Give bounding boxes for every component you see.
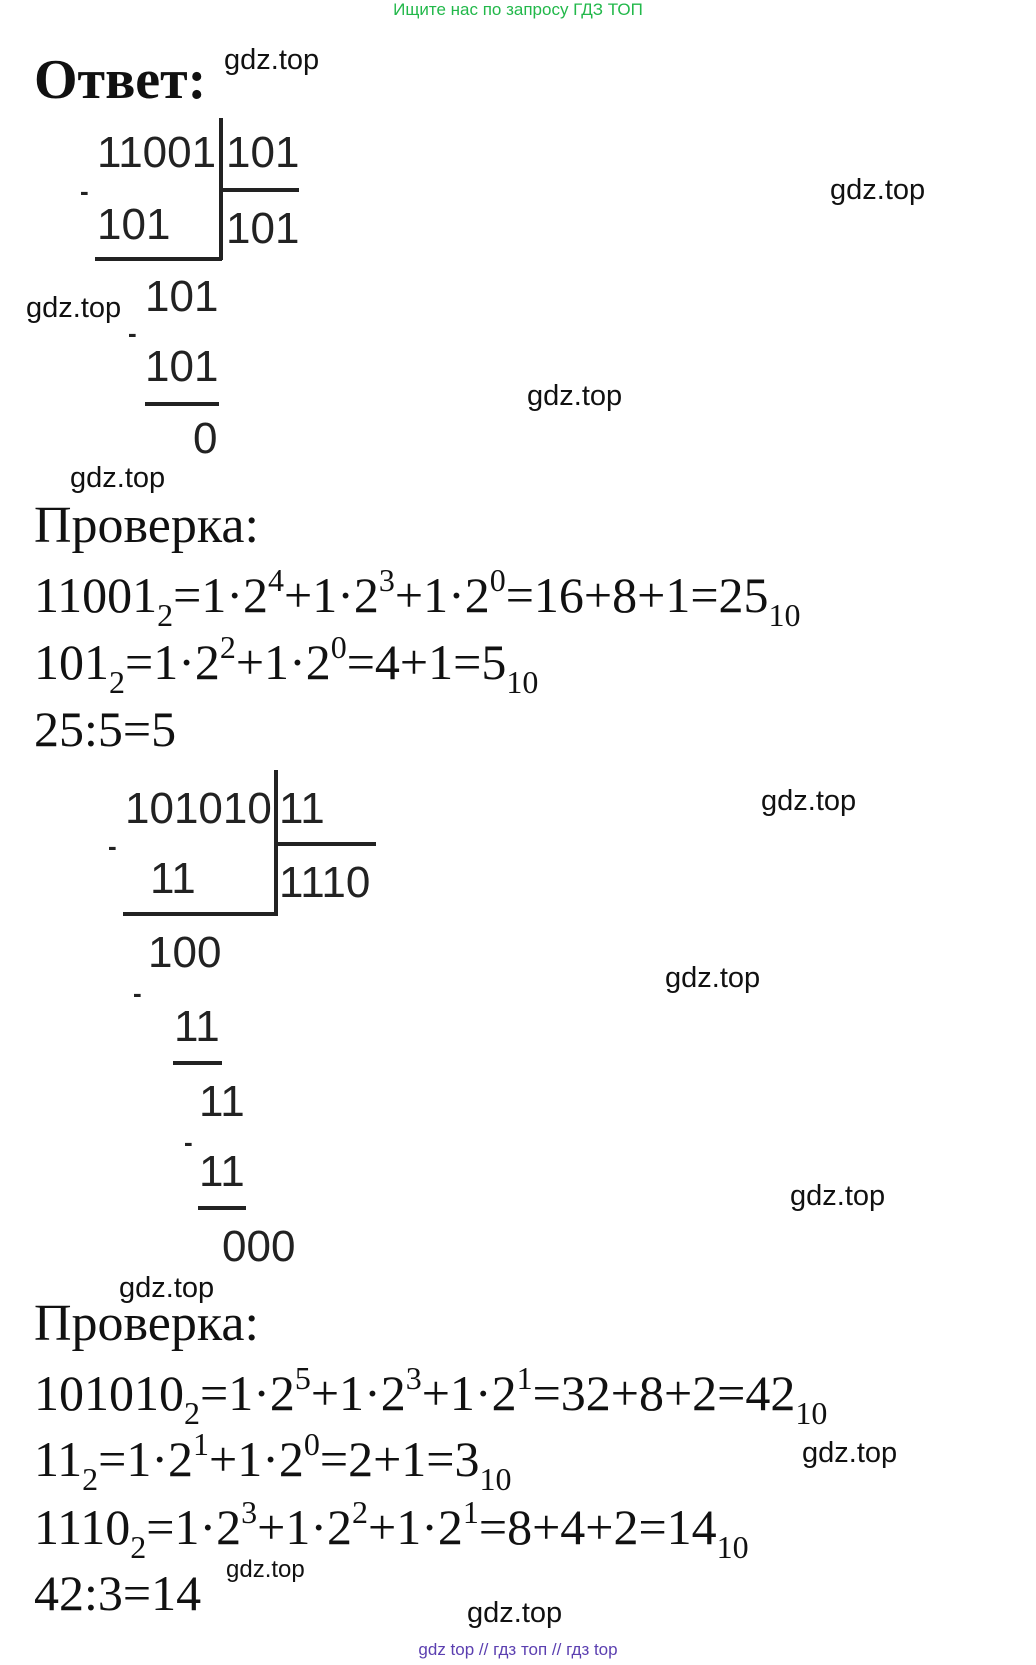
subtrahend: 11 — [150, 854, 196, 903]
watermark: gdz.top — [761, 785, 857, 817]
minus-sign: - — [80, 176, 89, 206]
divisor-underline — [276, 842, 376, 846]
watermark: gdz.top — [70, 462, 166, 494]
watermark: gdz.top — [26, 292, 122, 324]
watermark: gdz.top — [226, 1556, 305, 1583]
watermark: gdz.top — [527, 380, 623, 412]
subtrahend: 11 — [174, 1002, 220, 1051]
check-equation-2: $101_2=1\cdot 2^2+1\cdot 2^0=4+1=5_{10}$ — [34, 629, 539, 700]
watermark: gdz.top — [224, 44, 320, 76]
check-equation-1: $11001_2=1\cdot 2^4+1\cdot 2^3+1\cdot 2^0=16+8+1=25_{10}$ — [34, 562, 801, 633]
divisor-underline — [221, 188, 299, 192]
check-title: Проверка: — [34, 1295, 259, 1352]
remainder: 101 — [145, 272, 219, 321]
subtraction-line — [95, 257, 222, 261]
check-equation-4: 42:3=14 — [34, 1565, 202, 1621]
subtraction-line — [145, 402, 219, 406]
watermark: gdz.top — [119, 1272, 215, 1304]
check-equation-1: $101010_2=1\cdot 2^5+1\cdot 2^3+1\cdot 2^1=32+8+2=42_{10}$ — [34, 1360, 828, 1431]
subtrahend: 101 — [97, 200, 171, 249]
subtraction-line — [198, 1206, 246, 1210]
search-banner[interactable]: Ищите нас по запросу ГДЗ ТОП — [393, 0, 643, 19]
remainder: 11 — [199, 1077, 245, 1126]
subtrahend: 101 — [145, 342, 219, 391]
subtraction-line — [123, 912, 277, 916]
subtraction-line — [173, 1061, 222, 1065]
divisor: 11 — [279, 784, 325, 833]
divisor: 101 — [226, 128, 300, 177]
final-remainder: 000 — [222, 1222, 296, 1271]
check-title: Проверка: — [34, 497, 259, 554]
watermark: gdz.top — [790, 1180, 886, 1212]
watermark: gdz.top — [802, 1437, 898, 1469]
check-equation-3: 25:5=5 — [34, 701, 177, 757]
minus-sign: - — [133, 978, 142, 1008]
minus-sign: - — [184, 1127, 193, 1157]
watermark: gdz.top — [830, 174, 926, 206]
subtrahend: 11 — [199, 1147, 245, 1196]
dividend: 101010 — [125, 784, 272, 833]
footer-links[interactable]: gdz top // гдз топ // гдз top — [418, 1640, 618, 1659]
final-remainder: 0 — [193, 414, 218, 463]
dividend: 11001 — [97, 128, 217, 177]
check-equation-3: $1110_2=1\cdot 2^3+1\cdot 2^2+1\cdot 2^1=8+4+2=14_{10}$ — [34, 1494, 749, 1565]
check-equation-2: $11_2=1\cdot 2^1+1\cdot 2^0=2+1=3_{10}$ — [34, 1426, 512, 1497]
watermark: gdz.top — [467, 1597, 563, 1629]
answer-title: Ответ: — [34, 49, 207, 111]
quotient: 101 — [226, 204, 300, 253]
minus-sign: - — [128, 318, 137, 348]
remainder: 100 — [148, 928, 222, 977]
quotient: 1110 — [279, 858, 371, 907]
minus-sign: - — [108, 831, 117, 861]
watermark: gdz.top — [665, 962, 761, 994]
